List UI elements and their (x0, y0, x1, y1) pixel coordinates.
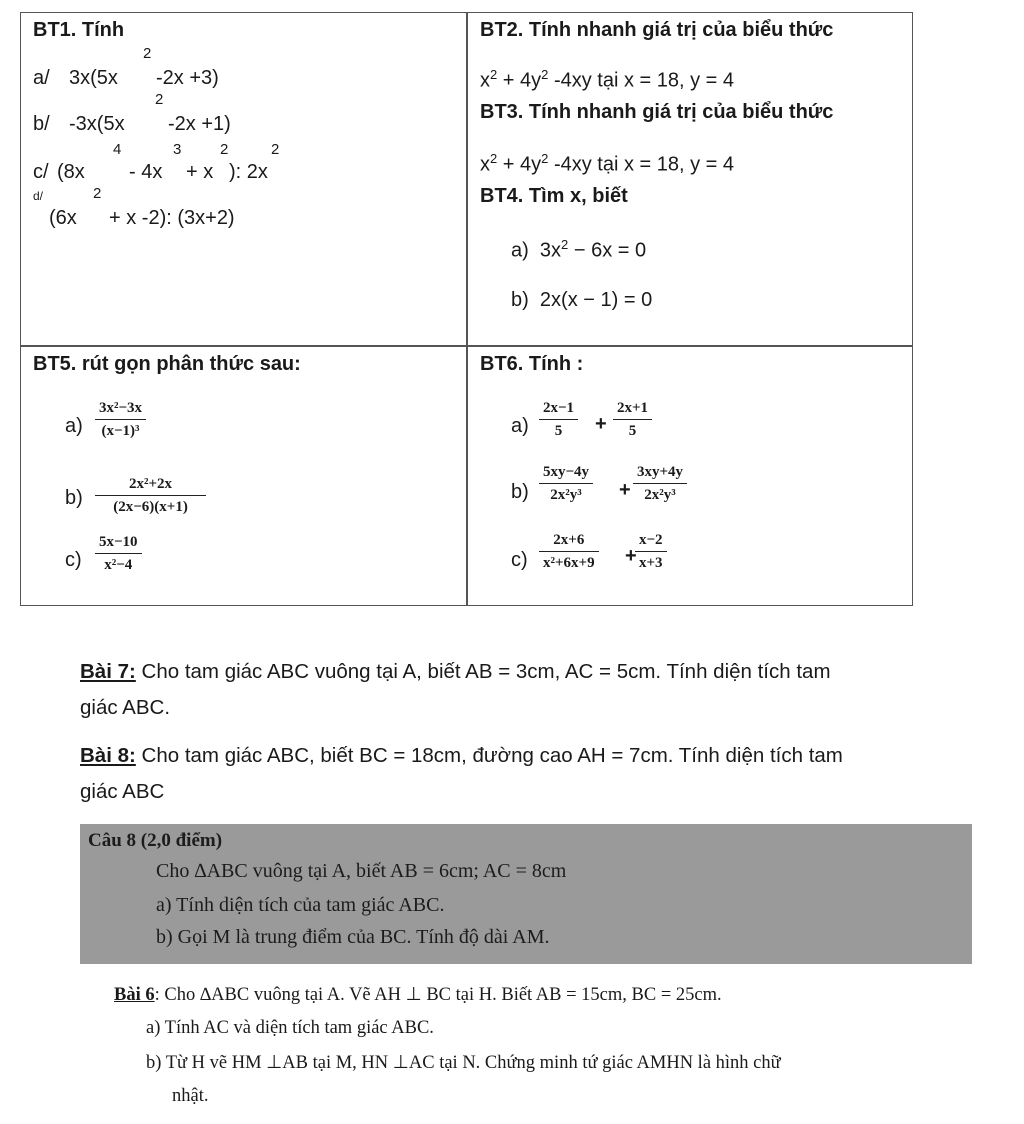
bt6-a-den2: 5 (628, 423, 637, 439)
bt3-tail: -4xy tại x = 18, y = 4 (548, 153, 735, 176)
bt2-x: x (480, 69, 490, 92)
bt1-b-tail: -2x +1) (168, 113, 231, 135)
bt2-tail: -4xy tại x = 18, y = 4 (548, 69, 735, 92)
bt1-a-exponent: 2 (143, 45, 152, 62)
bt4-a-exp: 2 (561, 237, 569, 252)
bai7-line1: Cho tam giác ABC vuông tại A, biết AB = 3cm, AC = 5cm. Tính diện tích tam (135, 660, 831, 683)
bt5-c-label: c) (65, 549, 82, 571)
bt6-c-fraction2 (635, 529, 667, 574)
bt4-a-label: a) (511, 239, 529, 262)
bt1-a-label: a/ (33, 67, 50, 89)
bt1-a-expr: 3x(5x (69, 67, 118, 89)
bt5-a-numerator: 3x²−3x (95, 397, 146, 420)
bai6-label: Bài 6 (114, 985, 155, 1005)
bt4-b-label: b) (511, 289, 529, 311)
table-divider-horizontal (21, 345, 912, 347)
bt6-b-label: b) (511, 481, 529, 503)
cau8-title: Câu 8 (2,0 điểm) (88, 830, 223, 851)
bt4-item-b (511, 289, 652, 312)
exercise-table (20, 12, 913, 606)
bt6-c-label: c) (511, 549, 528, 571)
bt1-b-expr: -3x(5x (69, 113, 125, 135)
bt2-exp-y: 2 (541, 67, 549, 82)
bt6-a-fraction1 (539, 397, 578, 442)
bt1-b-label: b/ (33, 113, 50, 135)
bai6-line1-row (114, 984, 1004, 1006)
bt1-item-d (33, 185, 463, 243)
bt1-c-exp2: 3 (173, 141, 182, 158)
bt6-b-fraction1 (539, 461, 593, 506)
bai7-line2: giác ABC. (80, 696, 171, 719)
bt5-a-fraction (95, 397, 146, 442)
bt1-d-part1: (6x (49, 207, 77, 229)
bt5-a-label: a) (65, 415, 83, 437)
bai8-paragraph (80, 738, 980, 810)
bt3-x: x (480, 153, 490, 176)
bt6-c-num1: 2x+6 (539, 529, 599, 552)
bt1-title: BT1. Tính (33, 19, 125, 41)
bt6-title: BT6. Tính : (480, 353, 584, 375)
bt1-d-part2: + x -2): (3x+2) (109, 207, 235, 229)
bt1-c-part3: + x (186, 161, 214, 183)
bt5-a-denominator: (x−1)³ (101, 423, 140, 439)
bt6-a-fraction2 (613, 397, 652, 442)
bai7-paragraph (80, 654, 980, 726)
bt6-b-num2: 3xy+4y (633, 461, 687, 484)
bt6-b-den1: 2x²y³ (550, 487, 582, 503)
bt6-a-den1: 5 (554, 423, 563, 439)
bt1-c-part1: (8x (57, 161, 85, 183)
bt6-c-num2: x−2 (635, 529, 667, 552)
bt1-item-b (33, 91, 453, 145)
bt3-expression (480, 151, 734, 177)
bt5-b-label: b) (65, 487, 83, 509)
bt6-a-label: a) (511, 415, 529, 437)
bt1-b-exponent: 2 (155, 91, 164, 108)
bai7-label: Bài 7: (80, 660, 136, 683)
bt6-c-den2: x+3 (639, 555, 663, 571)
bt6-b-den2: 2x²y³ (644, 487, 676, 503)
bt3-exp-y: 2 (541, 151, 549, 166)
bt6-c-operator: + (625, 545, 637, 567)
bt2-exp-x: 2 (490, 67, 498, 82)
bt5-c-fraction (95, 531, 142, 576)
bt1-c-exp3: 2 (220, 141, 229, 158)
bai6-line1: : Cho ∆ABC vuông tại A. Vẽ AH ⊥ BC tại H. Biết AB = 15cm, BC = 25cm. (154, 985, 722, 1005)
bt5-b-numerator: 2x²+2x (95, 473, 206, 496)
bt6-a-num2: 2x+1 (613, 397, 652, 420)
bt2-expression (480, 67, 734, 93)
bt4-a-part2: − 6x = 0 (568, 239, 647, 262)
bt5-b-fraction (95, 473, 206, 518)
bt1-d-exp1: 2 (93, 185, 102, 202)
bt6-b-fraction2 (633, 461, 687, 506)
bt5-title: BT5. rút gọn phân thức sau: (33, 353, 301, 375)
bt1-c-part4: ): 2x (229, 161, 268, 183)
bt5-b-denominator: (2x−6)(x+1) (113, 499, 188, 515)
bt5-c-numerator: 5x−10 (95, 531, 142, 554)
bt1-c-exp4: 2 (271, 141, 280, 158)
bt1-c-exp1: 4 (113, 141, 122, 158)
bt1-c-part2: - 4x (129, 161, 163, 183)
bt6-a-num1: 2x−1 (539, 397, 578, 420)
bai6-line2: a) Tính AC và diện tích tam giác ABC. (146, 1018, 434, 1038)
bt1-d-label: d/ (33, 189, 44, 203)
bt4-item-a (511, 237, 646, 263)
bt1-item-a (33, 45, 453, 99)
bt6-b-operator: + (619, 479, 631, 501)
bt1-c-label: c/ (33, 161, 49, 183)
bt6-a-operator: + (595, 413, 607, 435)
bt6-c-den1: x²+6x+9 (543, 555, 595, 571)
bt5-c-denominator: x²−4 (104, 557, 133, 573)
bai8-line2: giác ABC (80, 780, 165, 803)
bai8-line1: Cho tam giác ABC, biết BC = 18cm, đường cao AH = 7cm. Tính diện tích tam (135, 744, 843, 767)
bt4-title: BT4. Tìm x, biết (480, 185, 628, 207)
bt4-b-expr: 2x(x − 1) = 0 (539, 289, 653, 311)
table-divider-vertical (466, 13, 468, 605)
bt3-title: BT3. Tính nhanh giá trị của biểu thức (480, 101, 834, 123)
cau8-line1: Cho ∆ABC vuông tại A, biết AB = 6cm; AC = 8cm (156, 860, 567, 882)
bai6-line3: b) Từ H vẽ HM ⊥AB tại M, HN ⊥AC tại N. Chứng minh tứ giác AMHN là hình chữ (146, 1053, 781, 1073)
cau8-line2: a) Tính diện tích của tam giác ABC. (156, 894, 445, 916)
bt4-a-part1: 3x (539, 239, 562, 262)
bt2-title: BT2. Tính nhanh giá trị của biểu thức (480, 19, 834, 41)
bai8-label: Bài 8: (80, 744, 136, 767)
bt1-a-tail: -2x +3) (156, 67, 219, 89)
bt3-exp-x: 2 (490, 151, 498, 166)
bai6-line4: nhật. (172, 1086, 209, 1106)
cau8-line3: b) Gọi M là trung điểm của BC. Tính độ dài AM. (156, 926, 550, 948)
cau8-box (80, 824, 972, 964)
bt3-mid: + 4y (497, 153, 542, 176)
bt6-c-fraction1 (539, 529, 599, 574)
bt6-b-num1: 5xy−4y (539, 461, 593, 484)
bt2-mid: + 4y (497, 69, 542, 92)
